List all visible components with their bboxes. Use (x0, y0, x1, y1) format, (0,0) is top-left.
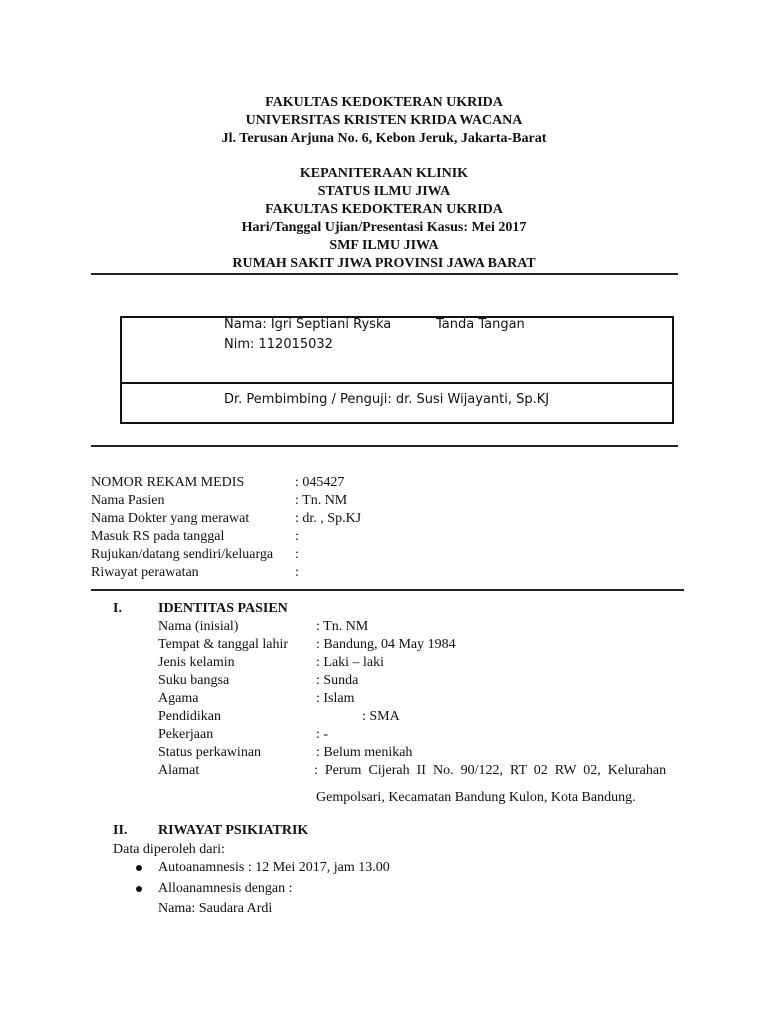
bullet-icon (136, 865, 142, 871)
address-continuation: Gempolsari, Kecamatan Bandung Kulon, Kota Bandung. (316, 790, 636, 805)
field-label: Agama (158, 691, 199, 706)
header-line-exam-date: Hari/Tanggal Ujian/Presentasi Kasus: Mei 2017 (241, 220, 527, 235)
doctor-label: Nama Dokter yang merawat (91, 511, 250, 526)
admission-date-label: Masuk RS pada tanggal (91, 529, 225, 544)
student-nim: Nim: 112015032 (224, 337, 333, 352)
supervisor-box (120, 382, 674, 424)
field-label: Status perkawinan (158, 745, 262, 760)
field-value: : Tn. NM (316, 619, 369, 634)
header-line-smf: SMF ILMU JIWA (329, 238, 439, 253)
header-line-faculty: FAKULTAS KEDOKTERAN UKRIDA (265, 95, 503, 110)
student-name: Nama: Igri Septiani Ryska (224, 317, 392, 332)
bullet-icon (136, 886, 142, 892)
field-value: : SMA (362, 709, 400, 724)
section-number: II. (113, 823, 128, 838)
header-line-address: Jl. Terusan Arjuna No. 6, Kebon Jeruk, Jakarta-Barat (221, 131, 547, 146)
care-history-value: : (295, 565, 299, 580)
field-label: Nama (inisial) (158, 619, 239, 634)
field-value: : Laki – laki (316, 655, 385, 670)
doctor-value: : dr. , Sp.KJ (295, 511, 362, 526)
field-label: Jenis kelamin (158, 655, 235, 670)
header-line-clerkship: KEPANITERAAN KLINIK (299, 166, 469, 181)
patient-name-value: : Tn. NM (295, 493, 348, 508)
header-line-faculty-2: FAKULTAS KEDOKTERAN UKRIDA (265, 202, 503, 217)
referral-value: : (295, 547, 299, 562)
field-label: Pekerjaan (158, 727, 214, 742)
field-value: : Sunda (316, 673, 359, 688)
informant-name: Nama: Saudara Ardi (158, 901, 273, 916)
section-title: RIWAYAT PSIKIATRIK (158, 823, 309, 838)
header-line-university: UNIVERSITAS KRISTEN KRIDA WACANA (245, 113, 523, 128)
field-value: : Belum menikah (316, 745, 413, 760)
header-line-status: STATUS ILMU JIWA (317, 184, 451, 199)
bullet-item: Alloanamnesis dengan : (158, 881, 293, 896)
section-intro: Data diperoleh dari: (113, 842, 225, 857)
field-label: Suku bangsa (158, 673, 230, 688)
record-label: NOMOR REKAM MEDIS (91, 475, 245, 490)
address-value: : Perum Cijerah II No. 90/122, RT 02 RW 02, Kelurahan (314, 763, 667, 778)
field-label: Alamat (158, 763, 200, 778)
bullet-item: Autoanamnesis : 12 Mei 2017, jam 13.00 (158, 860, 390, 875)
field-value: : - (316, 727, 329, 742)
header-line-hospital: RUMAH SAKIT JIWA PROVINSI JAWA BARAT (232, 256, 536, 271)
field-value: : Islam (316, 691, 355, 706)
field-value: : Bandung, 04 May 1984 (316, 637, 456, 652)
signature-label: Tanda Tangan (436, 317, 525, 332)
supervisor-name: Dr. Pembimbing / Penguji: dr. Susi Wijayanti, Sp.KJ (224, 392, 550, 407)
patient-name-label: Nama Pasien (91, 493, 165, 508)
record-divider (91, 589, 684, 591)
header-divider (91, 273, 678, 275)
record-value: : 045427 (295, 475, 345, 490)
admission-date-value: : (295, 529, 299, 544)
section-number: I. (113, 601, 122, 616)
box-divider (91, 445, 678, 447)
student-box (120, 316, 674, 384)
field-label: Pendidikan (158, 709, 221, 724)
referral-label: Rujukan/datang sendiri/keluarga (91, 547, 274, 562)
section-title: IDENTITAS PASIEN (158, 601, 288, 616)
care-history-label: Riwayat perawatan (91, 565, 199, 580)
field-label: Tempat & tanggal lahir (158, 637, 289, 652)
